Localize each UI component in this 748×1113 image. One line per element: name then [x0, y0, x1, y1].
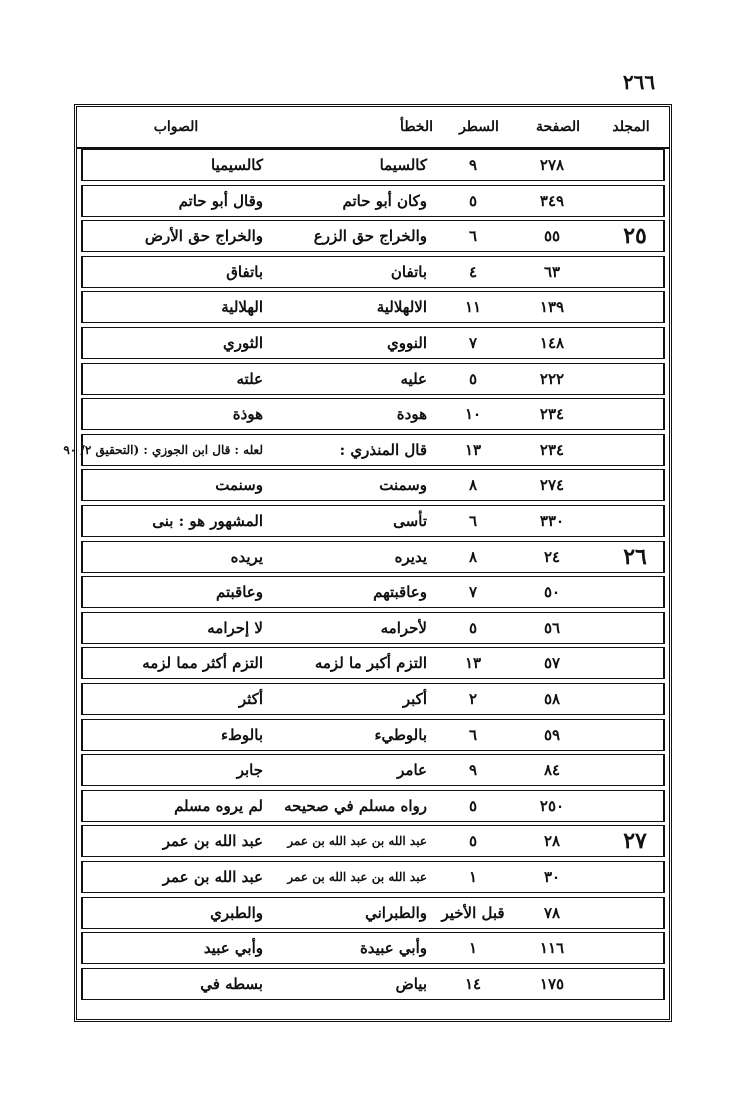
row-correct: الثوري [223, 334, 263, 352]
header-wrong: الخطأ [400, 119, 433, 135]
row-volume [605, 257, 665, 287]
row-volume [605, 470, 665, 500]
row-line: ١٣ [464, 654, 482, 673]
row-volume [605, 399, 665, 429]
row-page: ٢٤ [543, 547, 561, 566]
table-row [81, 469, 665, 501]
row-correct: التزم أكثر مما لزمه [142, 654, 263, 673]
row-line: ٤ [468, 262, 478, 281]
row-correct: أكثر [238, 690, 263, 708]
row-volume: ٢٥ [623, 223, 647, 250]
row-line: ٥ [468, 191, 478, 210]
row-volume [605, 150, 665, 180]
row-correct: هوذة [232, 405, 263, 424]
row-line: ٥ [468, 369, 478, 388]
row-wrong: قال المنذري : [339, 440, 427, 459]
row-wrong: عليه [400, 369, 427, 388]
row-correct: والطبري [210, 903, 263, 922]
row-volume [605, 862, 665, 892]
table-row [81, 968, 665, 1000]
table-row [81, 505, 665, 537]
row-wrong: لأحرامه [380, 618, 427, 637]
row-correct: وسنمت [215, 476, 263, 495]
row-volume [605, 506, 665, 536]
row-correct: وقال أبو حاتم [178, 191, 263, 210]
row-line: ٢ [468, 690, 478, 708]
table-row [81, 861, 665, 893]
row-correct: بسطه في [200, 974, 263, 993]
row-page: ٢٥٠ [539, 796, 565, 815]
row-page: ٣٤٩ [539, 191, 565, 210]
row-wrong: التزم أكبر ما لزمه [314, 654, 427, 673]
row-correct: كالسيميا [211, 156, 263, 174]
table-row [81, 754, 665, 786]
row-line: ٥ [468, 832, 478, 851]
row-volume [605, 577, 665, 607]
row-line: ٧ [468, 583, 478, 602]
row-page: ٢٧٨ [539, 156, 565, 174]
row-volume [605, 755, 665, 785]
row-page: ١٣٩ [539, 298, 565, 317]
row-wrong: تأسى [393, 512, 427, 530]
row-volume [605, 933, 665, 963]
row-line: ٧ [468, 334, 478, 352]
table-row [81, 719, 665, 751]
row-wrong: بياض [395, 974, 427, 993]
row-volume [605, 648, 665, 678]
table-row [81, 576, 665, 608]
row-page: ٢٧٤ [539, 476, 565, 495]
table-row [81, 932, 665, 964]
table-row [81, 149, 665, 181]
table-row [81, 363, 665, 395]
table-row [81, 541, 665, 573]
row-wrong: وكان أبو حاتم [342, 191, 427, 210]
row-correct: لا إحرامه [207, 618, 263, 637]
row-page: ٥٠ [543, 583, 561, 602]
errata-table [63, 104, 672, 1022]
row-correct: لم يروه مسلم [174, 796, 263, 815]
row-volume [605, 186, 665, 216]
row-volume [605, 720, 665, 750]
row-correct: جابر [236, 761, 263, 780]
row-wrong: رواه مسلم في صحيحه [284, 796, 427, 815]
row-volume [605, 435, 665, 465]
table-row [81, 612, 665, 644]
row-volume [605, 328, 665, 358]
table-row [81, 256, 665, 288]
row-line: ١١ [464, 298, 482, 317]
table-row [81, 790, 665, 822]
table-row [81, 897, 665, 929]
row-page: ٢٣٤ [539, 440, 565, 459]
row-line: ٥ [468, 796, 478, 815]
header-correct: الصواب [153, 119, 199, 135]
row-wrong: عبد الله بن عبد الله بن عمر [287, 834, 427, 849]
row-line: ٨ [468, 476, 478, 495]
row-page: ٥٩ [543, 725, 561, 744]
row-correct: عبد الله بن عمر [162, 868, 263, 886]
row-wrong: عبد الله بن عبد الله بن عمر [287, 870, 427, 884]
row-line: ٥ [468, 618, 478, 637]
row-volume [605, 613, 665, 643]
table-row [81, 291, 665, 323]
table-row [81, 220, 665, 252]
row-wrong: كالسيما [379, 156, 427, 174]
row-wrong: عامر [397, 761, 427, 780]
row-page: ١٧٥ [539, 974, 565, 993]
row-line: ٦ [468, 227, 478, 246]
row-volume: ٢٧ [623, 828, 647, 855]
row-wrong: وسمنت [379, 476, 427, 495]
row-correct: علته [236, 369, 263, 388]
row-wrong: والخراج حق الزرع [313, 227, 427, 246]
table-row [81, 327, 665, 359]
row-correct: وأبي عبيد [203, 939, 263, 958]
row-correct: والخراج حق الأرض [144, 227, 263, 246]
table-row [63, 434, 665, 466]
row-line: ١ [468, 939, 478, 958]
row-volume [605, 898, 665, 928]
row-page: ٧٨ [543, 903, 561, 922]
page-number: ٢٦٦ [622, 70, 656, 94]
row-line: ٦ [468, 725, 478, 744]
row-line: ١٤ [464, 974, 482, 993]
table-row [81, 683, 665, 715]
row-wrong: يديره [394, 547, 427, 566]
row-page: ١٤٨ [539, 334, 565, 352]
row-page: ٦٣ [543, 262, 561, 281]
row-correct: وعاقبتم [216, 583, 263, 602]
row-volume [605, 364, 665, 394]
row-line: ١ [468, 868, 478, 886]
row-correct: الهلالية [221, 298, 263, 317]
row-wrong: الالهلالية [376, 298, 427, 317]
row-wrong: وأبي عبيدة [359, 939, 427, 958]
row-wrong: باتفان [390, 262, 427, 281]
row-line: ٨ [468, 547, 478, 566]
row-page: ١١٦ [539, 939, 565, 958]
row-correct: عبد الله بن عمر [162, 832, 263, 851]
table-row [81, 185, 665, 217]
row-correct: لعله : قال ابن الجوزي : (التحقيق ٢/ ٩٠ [63, 442, 263, 457]
row-page: ٣٠ [543, 868, 561, 886]
row-line: ٦ [468, 512, 478, 530]
row-page: ٥٦ [543, 618, 561, 637]
row-volume [605, 791, 665, 821]
row-line: ٩ [468, 761, 478, 780]
row-page: ٢٢٢ [539, 369, 565, 388]
row-wrong: النووي [387, 334, 427, 352]
row-correct: المشهور هو : بنى [152, 512, 263, 530]
header-volume: المجلد [612, 119, 650, 135]
table-row [81, 398, 665, 430]
row-page: ٢٨ [543, 832, 561, 851]
header-page: الصفحة [536, 119, 580, 135]
row-line: ٩ [468, 156, 478, 174]
table-header [77, 107, 669, 149]
row-volume [605, 292, 665, 322]
row-correct: بالوطء [221, 725, 263, 744]
header-line: السطر [459, 119, 499, 135]
row-wrong: أكبر [402, 690, 427, 708]
row-wrong: بالوطيء [374, 725, 427, 744]
row-page: ٥٥ [543, 227, 561, 246]
row-volume [605, 684, 665, 714]
table-row [81, 825, 665, 857]
row-wrong: هودة [396, 405, 427, 424]
row-page: ٨٤ [543, 761, 561, 780]
row-page: ٥٧ [543, 654, 561, 673]
row-wrong: وعاقبتهم [373, 583, 427, 602]
row-correct: باتفاق [226, 262, 263, 281]
row-volume: ٢٦ [623, 543, 647, 570]
row-line: ١٣ [464, 440, 482, 459]
row-line: ١٠ [464, 405, 482, 424]
row-correct: يريده [230, 547, 263, 566]
row-wrong: والطبراني [365, 903, 427, 922]
row-line: قبل الأخير [441, 903, 505, 922]
row-page: ٣٣٠ [539, 512, 565, 530]
row-page: ٢٣٤ [539, 405, 565, 424]
row-volume [605, 969, 665, 999]
row-page: ٥٨ [543, 690, 561, 708]
table-row [81, 647, 665, 679]
